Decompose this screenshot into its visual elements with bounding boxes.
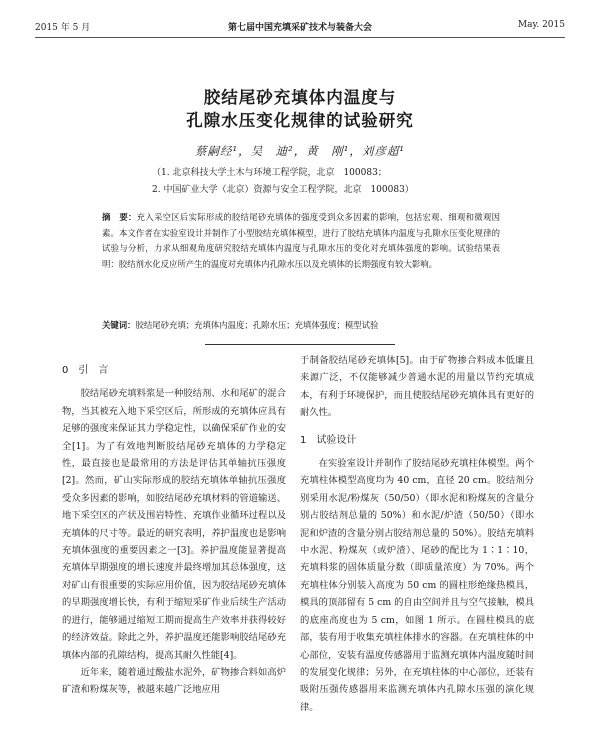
section-heading-intro: 0 引 言 <box>62 365 109 376</box>
paper-title-line1: 胶结尾砂充填体内温度与 <box>203 88 397 107</box>
abstract-divider <box>205 344 395 345</box>
abstract-label: 摘 要： <box>102 212 137 222</box>
right-column <box>300 352 534 716</box>
keywords-text: 胶结尾砂充填；充填体内温度；孔隙水压；充填体强度；模型试验 <box>135 320 379 330</box>
intro-paragraph-2: 近年来，随着通过酸盐水泥外，矿物掺合料如高炉矿渣和粉煤灰等，被越来越广泛地应用 <box>62 666 286 696</box>
intro-paragraph-continued: 于制备胶结尾砂充填体[5]。由于矿物掺合料成本低廉且来源广泛，不仅能够减少普通水泥的用量以节约充填成本，有利于环境保护，而且使胶结尾砂充填体具有更好的耐久性。 <box>300 355 534 419</box>
author-list: 蔡嗣经¹，吴 迪²，黄 刚¹，刘彦超¹ <box>195 144 405 158</box>
keywords <box>102 318 500 333</box>
header-date-en: May. 2015 <box>517 20 565 30</box>
section-heading-design: 1 试验设计 <box>300 434 357 446</box>
abstract <box>102 210 500 272</box>
paper-title-line2: 孔隙水压变化规律的试验研究 <box>186 111 414 130</box>
keywords-label: 关键词： <box>102 320 136 330</box>
intro-paragraph-1: 胶结尾砂充填料浆是一种胶结剂、水和尾矿的混合物，当其被充入地下采空区后，所形成的充填体应具有足够的强度来保证其力学稳定性，以确保采矿作业的安全[1]。为了有效地判断胶结尾砂充填体的力学稳定性，最直接也是最常用的方法是评估其单轴抗压强度[2]。然而，矿山实际形成的胶结充填体单轴抗压强度受众多因素的影响，如胶结尾砂充填材料的管道输送、地下采空区的产状及围岩特性、充填作业循环过程以及充填体的尺寸等。最近的研究表明，养护温度也是影响充填体强度的重要因素之一[3]。养护温度能显著提高充填体早期强度的增长速度并最终增加其总体强度，这对矿山有很重要的实际应用价值，因为胶结尾砂充填体的早期强度增长快，有利于缩短采矿作业后续生产活动的进行，能够通过缩短工期而提高生产效率并获得较好的经济效益。除此之外，养护温度还能影响胶结尾砂充填体内部的孔隙结构，提高其耐久性能[4]。 <box>62 388 286 661</box>
affiliation-2: 2. 中国矿业大学（北京）资源与安全工程学院，北京 100083） <box>152 185 414 195</box>
header-conference: 第七届中国充填采矿技术与装备大会 <box>227 23 372 33</box>
affiliation-1: （1. 北京科技大学土木与环境工程学院，北京 100083； <box>152 168 387 178</box>
abstract-text: 充入采空区后实际形成的胶结尾砂充填体的强度受到众多因素的影响，包括宏观、细观和微观因素。本文作者在实验室设计并制作了小型胶结充填体模型，进行了胶结充填体内温度与孔隙水压变化规律的试验与分析，力求从细观角度研究胶结充填体内温度与孔隙水压的变化对充填体强度的影响。试验结果表明：胶结剂水化反应所产生的温度对充填体内孔隙水压以及充填体的长期强度有较大影响。 <box>102 212 501 269</box>
design-paragraph: 在实验室设计并制作了胶结尾砂充填柱体模型。两个充填柱体模型高度均为 40 cm，直径 20 cm。胶结剂分别采用水泥/粉煤灰（50/50）（即水泥和粉煤灰的含量分别占胶结剂总量的 50%）和水泥/炉渣（50/50）（即水泥和炉渣的含量分别占胶结剂总量的 50%）。胶结充填料中水泥、粉煤灰（或炉渣）、尾砂的配比为 1∶1∶10，充填料浆的固体质量分数（即质量浓度）为 70%。两个充填柱体分别装入高度为 50 cm 的圆柱形绝缘热模具，模具的顶部留有 5 cm 的自由空间并且与空气接触，模具的底座高度也为 5 cm，如图 1 所示。在圆柱模具的底部，装有用于收集充填柱体排水的容器。在充填柱体的中心部位，安装有温度传感器用于监测充填体内温度随时间的发展变化规律；另外，在充填柱体的中心部位，还装有吸附压强传感器用来监测充填体内孔隙水压强的演化规律。 <box>300 458 534 713</box>
header-divider <box>35 37 565 38</box>
header-date: 2015 年 5 月 <box>35 23 91 33</box>
running-header <box>0 20 600 34</box>
left-column <box>62 362 286 699</box>
